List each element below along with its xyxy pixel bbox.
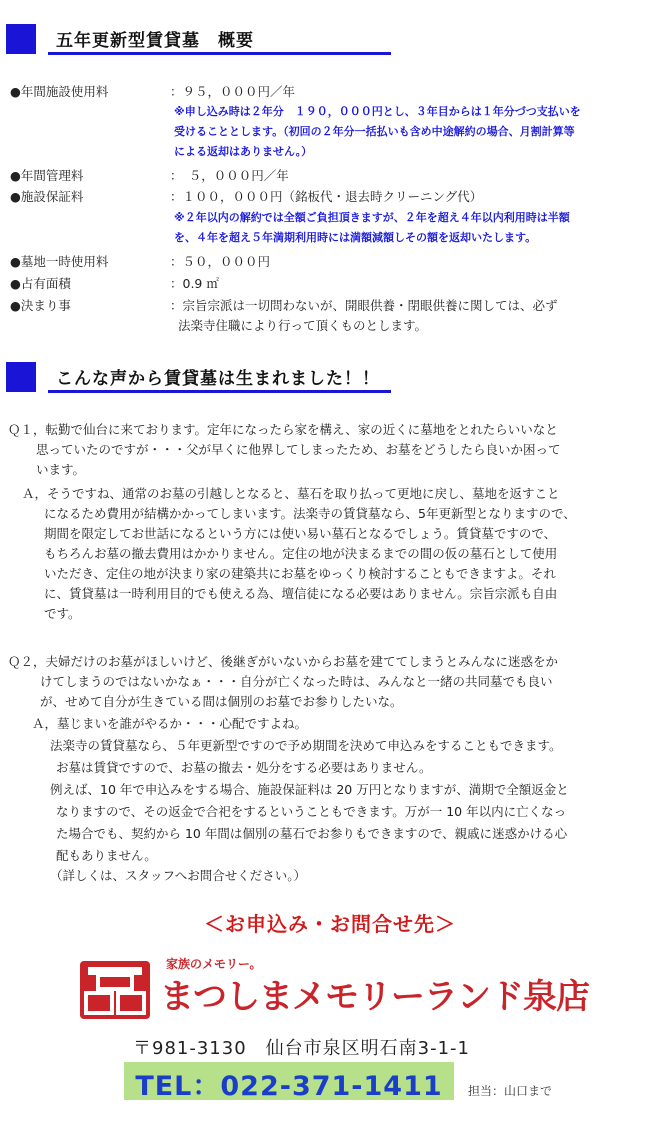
answer-line: もちろんお墓の撤去費用はかかりません。定住の地が決まるまでの間の仮の墓石として使用: [44, 546, 558, 561]
overview-value: ：宗旨宗派は一切問わないが、開眼供養・閉眼供養に関しては、必ず: [170, 298, 558, 313]
answer-line: た場合でも、契約から 10 年間は個別の墓石でお参りもできますので、親戚に迷惑かける心: [56, 826, 568, 841]
overview-label: ●墓地一時使用料: [10, 254, 109, 269]
overview-continuation: 法楽寺住職により行って頂くものとします。: [178, 318, 428, 333]
logo-mark-icon: [80, 961, 150, 1019]
note-line: ※申し込み時は２年分 １９０，０００円とし、３年目からは１年分づつ支払いを: [174, 105, 581, 118]
answer-line: なりますので、その返金で合祀をするということもできます。万が一 10 年以内に亡くなっ: [56, 804, 567, 819]
question-line: 思っていたのですが・・・父が早くに他界してしまったため、お墓をどうしたら良いか困って: [36, 442, 561, 457]
staff-contact: 担当：山口まで: [468, 1084, 553, 1098]
overview-label: ●年間管理料: [10, 168, 84, 183]
title-underline: [48, 390, 391, 393]
overview-value: ：１００，０００円（銘板代・退去時クリーニング代）: [170, 189, 483, 204]
overview-value: ：0.9 ㎡: [170, 276, 219, 291]
overview-label: ●施設保証料: [10, 189, 84, 204]
note-line: 受けることとします。（初回の２年分一括払いも含め中途解約の場合、月割計算等: [174, 125, 575, 138]
question-line: います。: [36, 462, 86, 477]
answer-line: 配もありません。: [56, 848, 157, 863]
section-header-overview: [6, 24, 396, 56]
answer-line: です。: [44, 606, 81, 621]
company-name: まつしまメモリーランド泉店: [160, 977, 589, 1017]
answer-line: 例えば、10 年で申込みをする場合、施設保証料は 20 万円となりますが、満期で全額返金と: [50, 782, 569, 797]
overview-value: ： ５，０００円／年: [170, 168, 289, 183]
overview-value: ：５０，０００円: [170, 254, 271, 269]
overview-label: ●決まり事: [10, 298, 71, 313]
overview-label: ●占有面積: [10, 276, 71, 291]
answer-line: 法楽寺の賃貸墓なら、５年更新型ですので予め期間を決めて申込みをすることもできます。: [50, 738, 562, 753]
answer-line: 期間を限定してお世話になるという方には使い易い墓石となるでしょう。賃貸墓ですので、: [44, 526, 557, 541]
overview-label: ●年間施設使用料: [10, 84, 109, 99]
company-logo: [80, 955, 589, 1023]
title-underline: [48, 52, 391, 55]
question-line: けてしまうのではないかなぁ・・・自分が亡くなった時は、みんなと一緒の共同墓でも良い: [40, 674, 553, 689]
logo-tagline: 家族のメモリー。: [166, 957, 262, 971]
blue-square-icon: [6, 24, 36, 54]
answer-line: （詳しくは、スタッフへお問合せください。）: [50, 868, 307, 883]
answer-line: になるため費用が結構かかってしまいます。法楽寺の賃貸墓なら、5年更新型となりますので、: [44, 506, 576, 521]
answer-line: いただき、定住の地が決まり家の建築共にお墓をゆっくり検討することもできますよ。それ: [44, 566, 556, 581]
answer-line: お墓は賃貸ですので、お墓の撤去・処分をする必要はありません。: [56, 760, 432, 775]
overview-value: ：９５，０００円／年: [170, 84, 296, 99]
question-line: Ｑ２，夫婦だけのお墓がほしいけど、後継ぎがいないからお墓を建ててしまうとみんなに迷惑をか: [8, 654, 559, 669]
blue-square-icon: [6, 362, 36, 392]
answer-line: に、賃貸墓は一時利用目的でも使える為、壇信徒になる必要はありません。宗旨宗派も自由: [44, 586, 558, 601]
note-line: による返却はありません。）: [174, 145, 313, 158]
section-title: 五年更新型賃貸墓 概要: [56, 31, 254, 51]
section-title: こんな声から賃貸墓は生まれました！！: [56, 369, 380, 389]
question-line: が、せめて自分が生きている間は個別のお墓でお参りしたいな。: [40, 694, 403, 709]
question-line: Ｑ１，転勤で仙台に来ております。定年になったら家を構え、家の近くに墓地をとれたらいいなと: [8, 422, 558, 437]
contact-heading: ＜お申込み・お問合せ先＞: [204, 912, 456, 936]
answer-line: Ａ，墓じまいを誰がやるか・・・心配ですよね。: [32, 716, 308, 731]
address: 〒981-3130 仙台市泉区明石南3-1-1: [133, 1038, 471, 1059]
section-header-voices: [6, 362, 396, 394]
answer-line: Ａ，そうですね、通常のお墓の引越しとなると、墓石を取り払って更地に戻し、墓地を返すこと: [22, 486, 560, 501]
tel-banner: [124, 1062, 454, 1100]
tel-number: TEL：022-371-1411: [135, 1071, 443, 1102]
note-line: ※２年以内の解約では全額ご負担頂きますが、２年を超え４年以内利用時は半額: [174, 211, 570, 224]
note-line: を、４年を超え５年満期利用時には満額減額しその額を返却いたします。: [174, 231, 537, 244]
